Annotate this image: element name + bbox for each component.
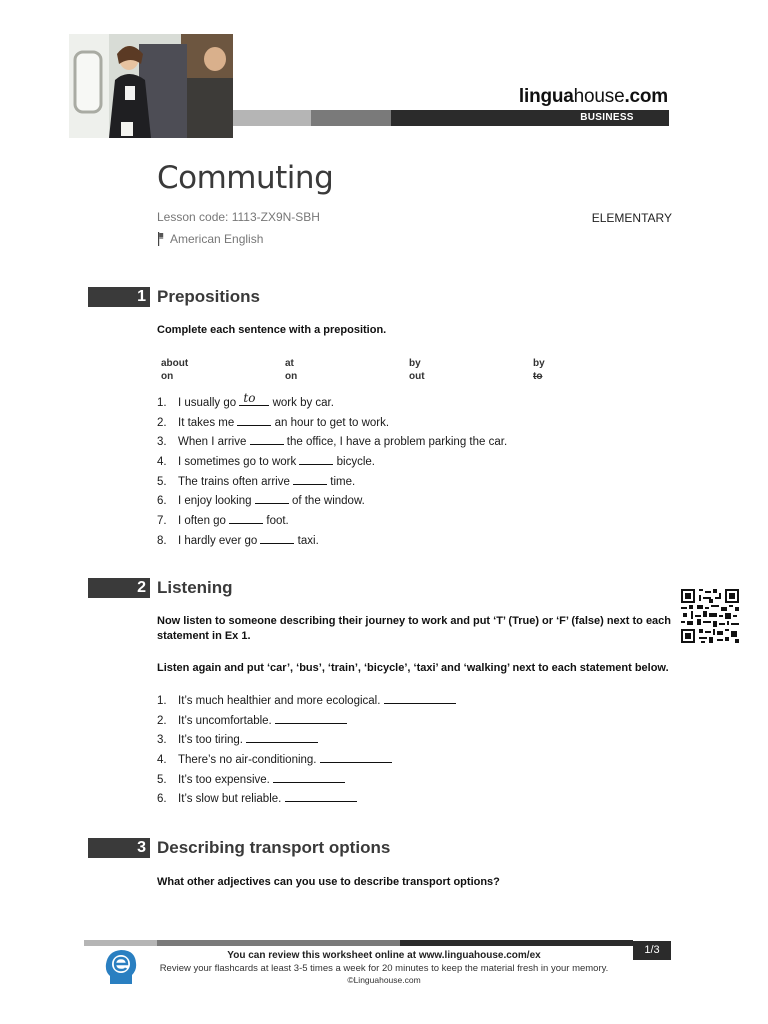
list-item: 5. The trains often arrive time. [157,475,356,488]
qr-code-icon[interactable] [681,589,739,643]
commuter-photo [69,34,233,138]
answer-line[interactable] [285,791,357,802]
footer-bar-segment-dark [400,940,633,946]
header-bar-segment-light [233,110,311,126]
answer-blank[interactable] [229,513,263,524]
word-box-item: on [161,371,174,382]
listening-list [157,692,456,810]
list-item: 4. I sometimes go to work bicycle. [157,456,375,469]
header-bar-segment-mid [311,110,391,126]
list-item: 8. I hardly ever go taxi. [157,534,319,547]
list-item: 5. It’s too expensive. [157,771,456,791]
header-bar-segment-dark [391,110,545,126]
answer-line[interactable] [275,713,347,724]
section-title: Describing transport options [157,838,391,857]
word-box-item: at [285,358,294,369]
footer-bar-segment-mid [157,940,400,946]
answer-line[interactable] [320,752,392,763]
section-instruction: Complete each sentence with a preposition. [157,324,387,336]
list-item: 6. It’s slow but reliable. [157,790,456,810]
list-item: 6. I enjoy looking of the window. [157,495,365,508]
answer-blank[interactable] [293,474,327,485]
brand-logo-text[interactable]: linguahouse.com [518,86,668,107]
category-label: BUSINESS VOCABULARY [545,110,669,126]
list-item: 4. There’s no air-conditioning. [157,751,456,771]
level-label: ELEMENTARY [591,211,672,225]
list-item: 2. It takes me an hour to get to work. [157,416,390,429]
language-variant: American English [170,232,264,246]
prepositions-list [157,391,508,552]
list-item: 3. It’s too tiring. [157,731,456,751]
answer-blank[interactable] [260,533,294,544]
section-number: 1 [88,287,150,307]
answer-line[interactable] [273,772,345,783]
list-item: 1. I usually go to work by car. [157,391,334,409]
answer-blank[interactable]: to [239,395,269,406]
section-instruction: Now listen to someone describing their journey to work and put ‘T’ (True) or ‘F’ (false) next to each statement in Ex 1. [157,615,672,642]
word-box-item: out [409,371,425,382]
page-title: Commuting [157,160,334,196]
answer-blank[interactable] [250,434,284,445]
list-item: 3. When I arrive the office, I have a problem parking the car. [157,436,508,449]
word-box-item: on [285,371,298,382]
section-number: 3 [88,838,150,858]
answer-line[interactable] [246,732,318,743]
answer-line[interactable] [384,693,456,704]
list-item: 7. I often go foot. [157,515,289,528]
section-title: Listening [157,578,233,597]
answer-blank[interactable] [255,493,289,504]
page-number: 1/3 [633,941,671,960]
answer-blank[interactable] [299,454,333,465]
flashcards-note: Review your flashcards at least 3-5 times a week for 20 minutes to keep the material fresh in your memory. [159,963,609,974]
list-item: 1. It’s much healthier and more ecological. [157,692,456,712]
lesson-code: Lesson code: 1113-ZX9N-SBH [157,210,320,224]
list-item: 2. It’s uncomfortable. [157,712,456,732]
word-box-item: by [533,358,545,369]
section-title: Prepositions [157,287,260,306]
word-box-item-used: to [533,371,543,382]
answer-blank[interactable] [237,415,271,426]
section-number: 2 [88,578,150,598]
footer-bar-segment-light [84,940,157,946]
section-instruction: What other adjectives can you use to describe transport options? [157,876,500,888]
copyright: ©Linguahouse.com [347,975,421,985]
review-online-text[interactable]: You can review this worksheet online at www.linguahouse.com/ex [227,950,541,961]
us-flag-icon [157,232,165,246]
word-box-item: by [409,358,421,369]
section-instruction: Listen again and put ‘car’, ‘bus’, ‘train’, ‘bicycle’, ‘taxi’ and ‘walking’ next to each statement below. [157,662,669,674]
word-box-item: about [161,358,189,369]
